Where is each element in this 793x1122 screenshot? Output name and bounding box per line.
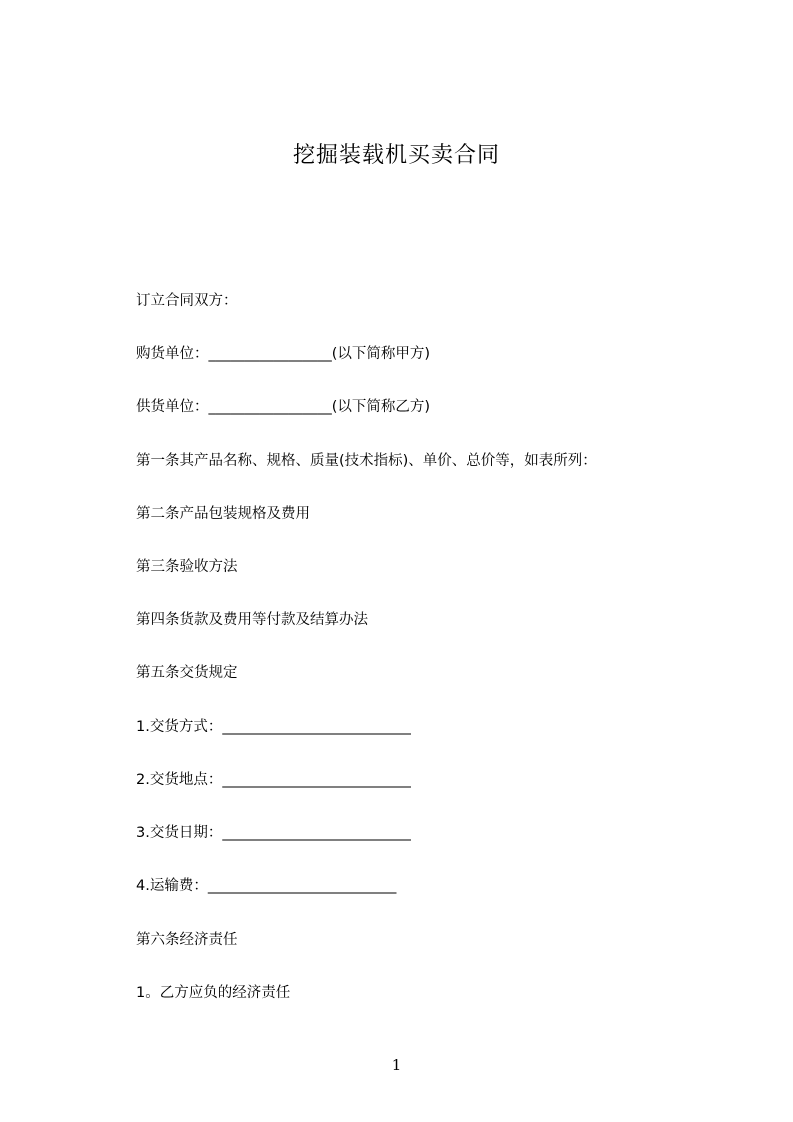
delivery-location-line: 2.交货地点：__________________________ (136, 772, 411, 788)
article-6: 第六条经济责任 (136, 932, 238, 948)
article-2: 第二条产品包装规格及费用 (136, 506, 310, 522)
party-b-liability-line: 1。乙方应负的经济责任 (136, 985, 291, 1001)
article-5: 第五条交货规定 (136, 665, 238, 681)
article-4: 第四条货款及费用等付款及结算办法 (136, 612, 368, 628)
page-number: 1 (391, 1056, 402, 1074)
supplier-line: 供货单位：_________________(以下简称乙方) (136, 399, 431, 415)
delivery-date-line: 3.交货日期：__________________________ (136, 825, 411, 841)
delivery-method-line: 1.交货方式：__________________________ (136, 719, 411, 735)
article-3: 第三条验收方法 (136, 559, 238, 575)
document-title: 挖掘装载机买卖合同 (292, 143, 500, 168)
contract-parties-label: 订立合同双方： (136, 293, 238, 309)
transport-fee-line: 4.运输费：__________________________ (136, 878, 397, 894)
article-1: 第一条其产品名称、规格、质量(技术指标)、单价、总价等，如表所列： (136, 453, 597, 469)
buyer-line: 购货单位：_________________(以下简称甲方) (136, 346, 431, 362)
